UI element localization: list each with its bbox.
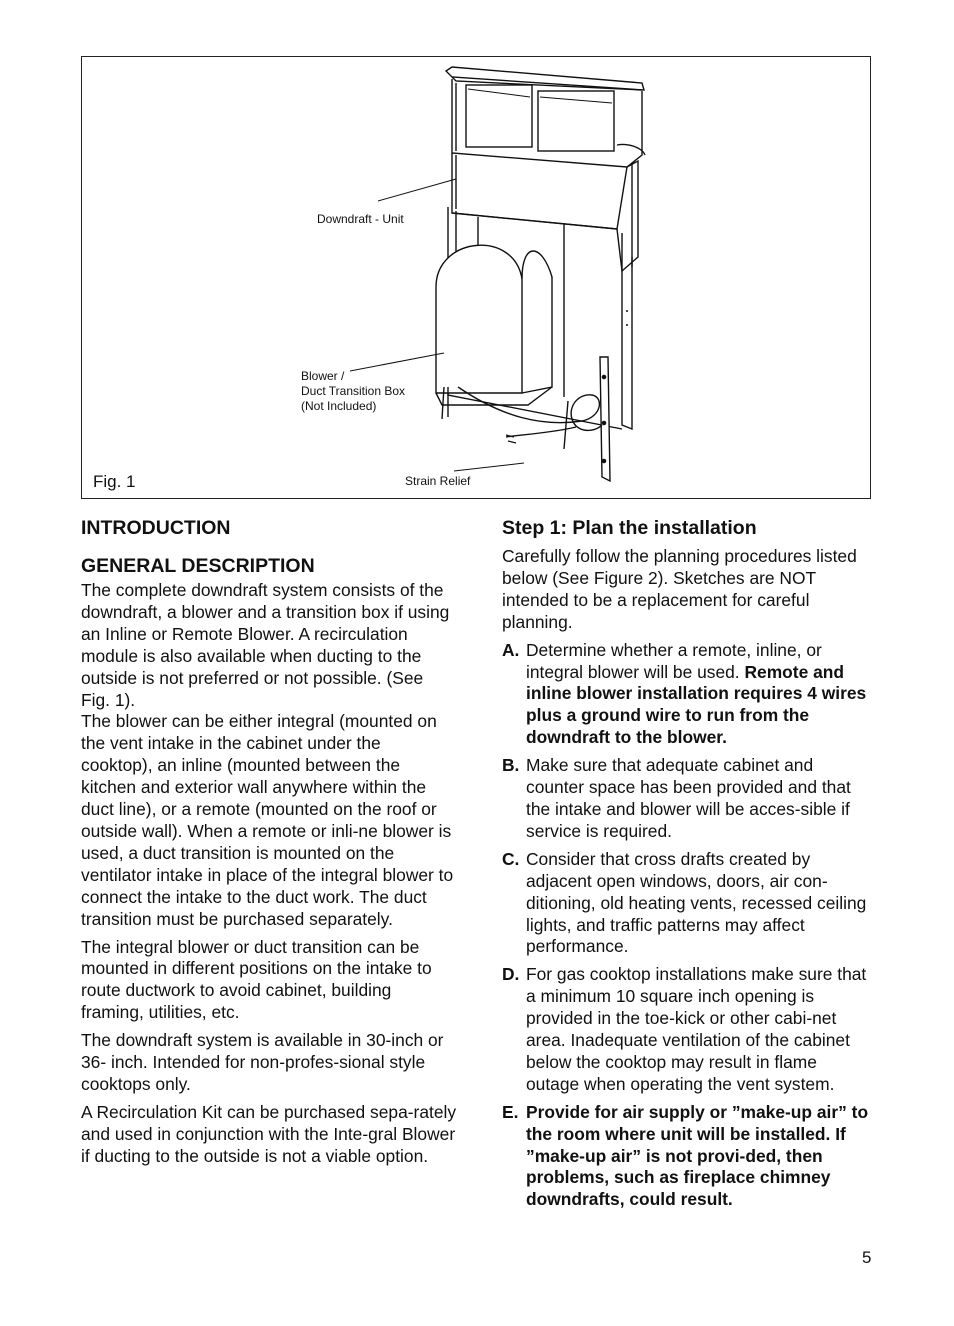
callout-blower [301,369,405,414]
item-text: Consider that cross drafts created by adjacent open windows, doors, air con-ditioning, old heating vents, recessed ceiling lights, and traffic patterns may affect performance. [526,848,867,957]
step-item-e [502,1102,874,1212]
item-body [526,755,874,843]
step-item-c [502,849,874,959]
figure-label: Fig. 1 [93,472,136,491]
item-letter: C. [502,848,520,869]
figure-1 [81,56,871,499]
item-bold-text: Provide for air supply or ”make-up air” to the room where unit will be installed. If ”make-up air” is not provi-ded, then problems, such as fireplace chimney downdrafts, could result. [526,1101,869,1210]
step-1-intro: Carefully follow the planning procedures listed below (See Figure 2). Sketches are NOT intended to be a replacement for careful planning. [502,546,857,632]
paragraph-sizes: The downdraft system is available in 30-inch or 36- inch. Intended for non-profes-sional style cooktops only. [81,1030,444,1094]
item-letter: D. [502,964,520,985]
item-body [526,640,874,750]
step-item-d [502,964,874,1095]
heading-general-description: GENERAL DESCRIPTION [81,555,315,577]
heading-introduction: INTRODUCTION [81,517,231,539]
step-item-a [502,640,874,750]
paragraph-system-overview: The complete downdraft system consists of the downdraft, a blower and a transition box if using an Inline or Remote Blower. A recirculation module is also available when ducting to the outside is not preferred or not possible. (See Fig. 1). [81,580,450,710]
paragraph-blower-types: The blower can be either integral (mounted on the vent intake in the cabinet under the cooktop), an inline (mounted between the kitchen and exterior wall anywhere within the duct line), or a remote (mounted on the roof or outside wall). When a remote or inli-ne blower is used, a duct transition is mounted on the ventilator intake in place of the integral blower to connect the intake to the duct work. The duct transition must be purchased separately. [81,711,454,929]
callout-blower-line-3: (Not Included) [301,399,377,413]
paragraph-mounting-positions: The integral blower or duct transition can be mounted in different positions on the intake to route ductwork to avoid cabinet, building framing, utilities, etc. [81,936,432,1023]
step-item-b [502,755,874,843]
item-text: Determine whether a remote, inline, or integral blower will be used. [526,639,822,682]
item-body [526,1102,874,1212]
item-letter: A. [502,639,520,660]
item-body [526,849,874,959]
downdraft-diagram [82,57,870,498]
step-1-title: Step 1: Plan the installation [502,517,757,539]
item-body [526,964,874,1095]
item-text: For gas cooktop installations make sure that a minimum 10 square inch opening is provided in the toe-kick or other cabi-net area. Inadequate ventilation of the cabinet below the cooktop may result in flame outage when operating the vent system. [526,964,867,1094]
left-column [81,514,457,1168]
item-letter: B. [502,755,520,776]
paragraph-recirculation-kit: A Recirculation Kit can be purchased sepa-rately and used in conjunction with the Inte-gral Blower if ducting to the outside is not a viable option. [81,1101,457,1166]
callout-blower-line-2: Duct Transition Box [301,384,406,398]
item-text: Make sure that adequate cabinet and counter space has been provided and that the intake and blower will be acces-sible if service is required. [526,755,851,841]
callout-blower-line-1: Blower / [301,369,345,383]
item-letter: E. [502,1101,519,1122]
item-bold-text: Remote and inline blower installation requires 4 wires plus a ground wire to run from the downdraft to the blower. [526,661,867,748]
page-number: 5 [862,1248,872,1267]
callout-strain-relief: Strain Relief [405,474,471,488]
right-column [502,514,874,1211]
callout-downdraft-unit: Downdraft - Unit [317,212,404,226]
